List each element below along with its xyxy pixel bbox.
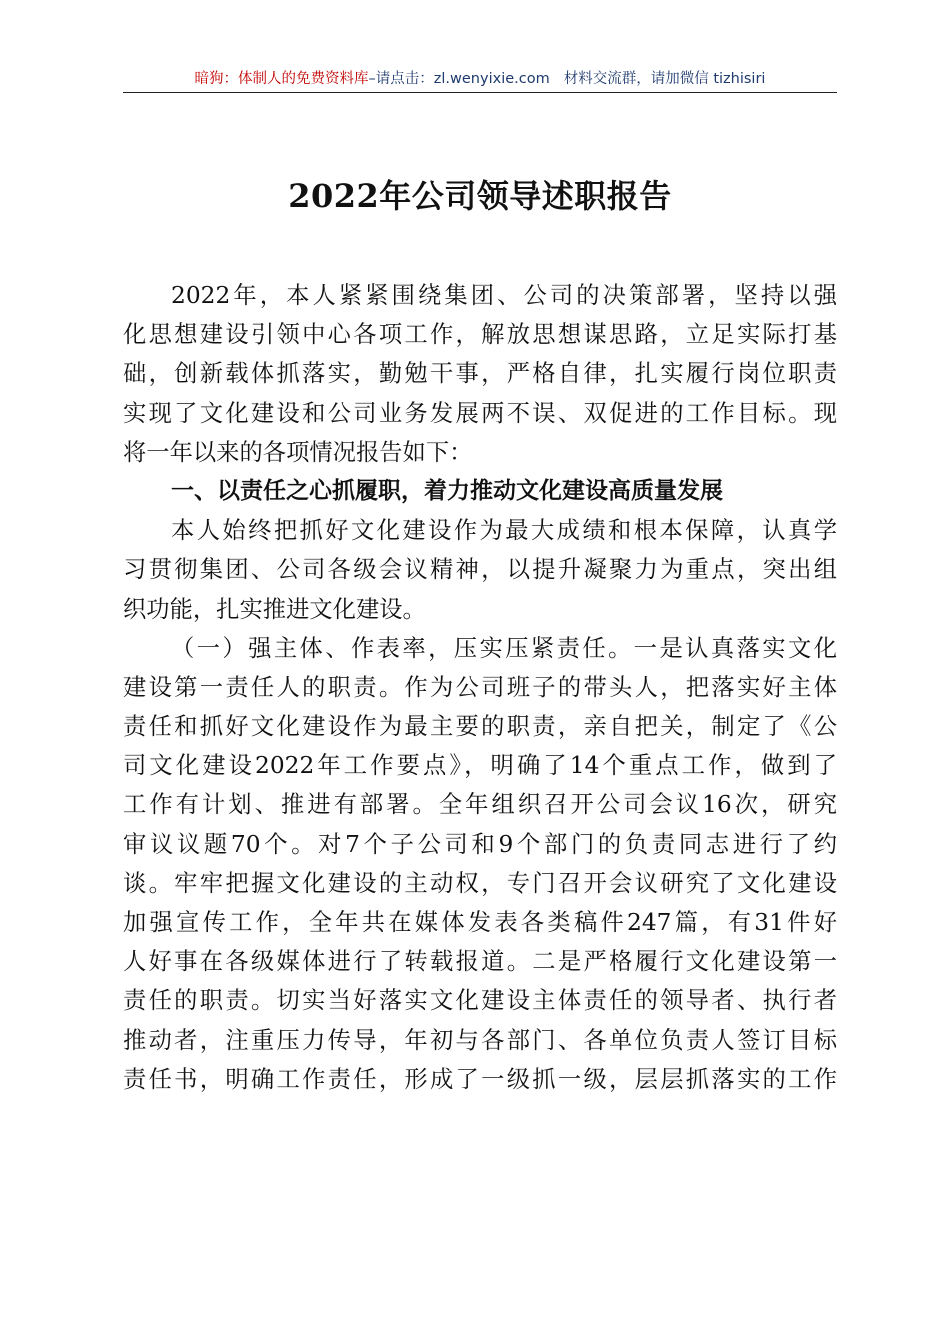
paragraph-line: 将一年以来的各项情况报告如下： <box>123 438 473 466</box>
paragraph-line: 人好事在各级媒体进行了转载报道。二是严格履行文化建设第一 <box>123 948 837 976</box>
paragraph-line: 责任和抓好文化建设作为最主要的职责，亲自把关，制定了《公 <box>123 713 837 741</box>
paragraph-line: 织功能，扎实推进文化建设。 <box>123 595 426 623</box>
paragraph-line: 建设第一责任人的职责。作为公司班子的带头人，把落实好主体 <box>123 673 837 701</box>
paragraph-line: 2022年，本人紧紧围绕集团、公司的决策部署，坚持以强 <box>171 282 837 309</box>
paragraph-line: 司文化建设2022年工作要点》，明确了14个重点工作，做到了 <box>123 752 837 780</box>
paragraph-line: 化思想建设引领中心各项工作，解放思想谋思路，立足实际打基 <box>123 321 837 349</box>
document-title: 2022年公司领导述职报告 <box>288 177 672 215</box>
paragraph-line: 习贯彻集团、公司各级会议精神，以提升凝聚力为重点，突出组 <box>123 556 837 584</box>
paragraph-line: 责任的职责。切实当好落实文化建设主体责任的领导者、执行者 <box>123 987 837 1015</box>
paragraph-line: 谈。牢牢把握文化建设的主动权，专门召开会议研究了文化建设 <box>123 869 837 897</box>
header-wechat-note: 材料交流群，请加微信 tizhisiri <box>563 71 766 87</box>
paragraph-line: 本人始终把抓好文化建设作为最大成绩和根本保障，认真学 <box>171 517 837 545</box>
paragraph-line: 础，创新载体抓落实，勤勉干事，严格自律，扎实履行岗位职责 <box>123 360 837 388</box>
paragraph-line: 责任书，明确工作责任，形成了一级抓一级，层层抓落实的工作 <box>123 1065 837 1093</box>
paragraph-line: 工作有计划、推进有部署。全年组织召开公司会议16次，研究 <box>123 791 837 819</box>
paragraph-line: 审议议题70个。对7个子公司和9个部门的负责同志进行了约 <box>123 830 837 858</box>
paragraph-line: 加强宣传工作，全年共在媒体发表各类稿件247篇，有31件好 <box>123 909 837 936</box>
section-heading: 一、以责任之心抓履职，着力推动文化建设高质量发展 <box>171 477 723 504</box>
paragraph-line: 实现了文化建设和公司业务发展两不误、双促进的工作目标。现 <box>123 399 837 427</box>
paragraph-line: （一）强主体、作表率，压实压紧责任。一是认真落实文化 <box>171 634 837 662</box>
page-header <box>123 66 837 93</box>
header-site-name: 暗狗：体制人的免费资料库 <box>194 71 369 87</box>
paragraph-line: 推动者，注重压力传导，年初与各部门、各单位负责人签订目标 <box>123 1026 837 1054</box>
header-url-link[interactable]: zl.wenyixie.com <box>433 71 550 87</box>
document-body <box>123 276 837 1099</box>
header-click-prompt: –请点击： <box>368 71 434 87</box>
